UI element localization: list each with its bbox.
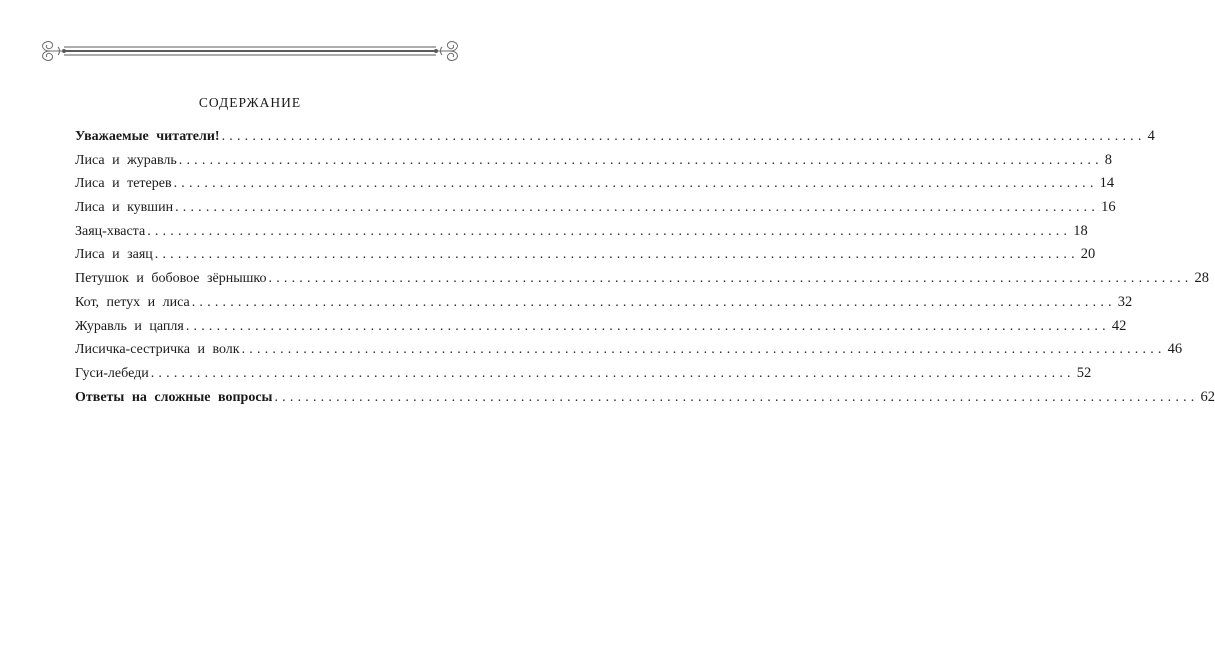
toc-entry-page-number: 42 xyxy=(1111,317,1127,334)
toc-entry[interactable] xyxy=(75,151,1113,176)
toc-entry-title: Гуси-лебеди xyxy=(75,365,149,381)
toc-entry-title: Петушок и бобовое зёрнышко xyxy=(75,271,267,287)
toc-entry-title: Лиса и журавль xyxy=(75,152,177,168)
toc-entry-page-number: 62 xyxy=(1200,388,1215,405)
toc-entry-page-number: 32 xyxy=(1117,293,1133,310)
toc-entry-title: Лиса и заяц xyxy=(75,247,153,263)
toc-entry[interactable] xyxy=(75,199,1116,223)
dot-leader: ........................................................................................................................ xyxy=(268,271,1193,287)
dot-leader: ........................................................................................................................ xyxy=(154,247,1079,263)
toc-entry-page-number: 16 xyxy=(1101,199,1116,216)
toc-entry-title: Заяц-хваста xyxy=(75,223,146,239)
dot-leader: ........................................................................................................................ xyxy=(175,200,1100,216)
toc-entry[interactable] xyxy=(75,341,1183,365)
toc-entry-page-number: 14 xyxy=(1099,175,1115,192)
toc-entry[interactable] xyxy=(75,175,1115,199)
toc-entry[interactable] xyxy=(75,293,1133,318)
toc-entry-title: Лисичка-сестричка и волк xyxy=(75,342,240,358)
toc-entry[interactable] xyxy=(75,317,1127,342)
table-of-contents xyxy=(75,128,1215,412)
dot-leader: ........................................................................................................................ xyxy=(191,294,1116,310)
toc-entry-title: Уважаемые читатели! xyxy=(75,129,220,144)
dot-leader: ........................................................................................................................ xyxy=(150,365,1075,381)
dot-leader: ........................................................................................................................ xyxy=(274,389,1199,405)
toc-entry-title: Лиса и тетерев xyxy=(75,176,172,192)
toc-entry[interactable] xyxy=(75,388,1215,413)
ornamental-rule-icon xyxy=(36,36,464,66)
toc-entry-page-number: 20 xyxy=(1080,246,1096,263)
toc-entry[interactable] xyxy=(75,222,1088,247)
toc-entry-page-number: 28 xyxy=(1194,270,1209,287)
toc-entry[interactable] xyxy=(75,246,1096,270)
toc-entry-page-number: 18 xyxy=(1073,222,1088,239)
toc-entry[interactable] xyxy=(75,364,1092,389)
toc-entry-page-number: 8 xyxy=(1104,151,1113,168)
toc-entry-title: Журавль и цапля xyxy=(75,318,184,334)
dot-leader: ........................................................................................................................ xyxy=(147,223,1072,239)
toc-entry-title: Ответы на сложные вопросы xyxy=(75,389,273,405)
toc-entry-page-number: 4 xyxy=(1147,128,1155,144)
dot-leader: ........................................................................................................................ xyxy=(221,129,1146,144)
toc-entry-page-number: 46 xyxy=(1167,341,1183,358)
dot-leader: ........................................................................................................................ xyxy=(178,152,1103,168)
toc-entry-title: Кот, петух и лиса xyxy=(75,294,190,310)
page-title: СОДЕРЖАНИЕ xyxy=(198,95,302,110)
toc-entry-title: Лиса и кувшин xyxy=(75,200,174,216)
toc-entry[interactable] xyxy=(75,270,1209,294)
toc-entry[interactable] xyxy=(75,128,1155,152)
dot-leader: ........................................................................................................................ xyxy=(241,342,1166,358)
toc-entry-page-number: 52 xyxy=(1076,364,1092,381)
dot-leader: ........................................................................................................................ xyxy=(173,176,1098,192)
dot-leader: ........................................................................................................................ xyxy=(185,318,1110,334)
